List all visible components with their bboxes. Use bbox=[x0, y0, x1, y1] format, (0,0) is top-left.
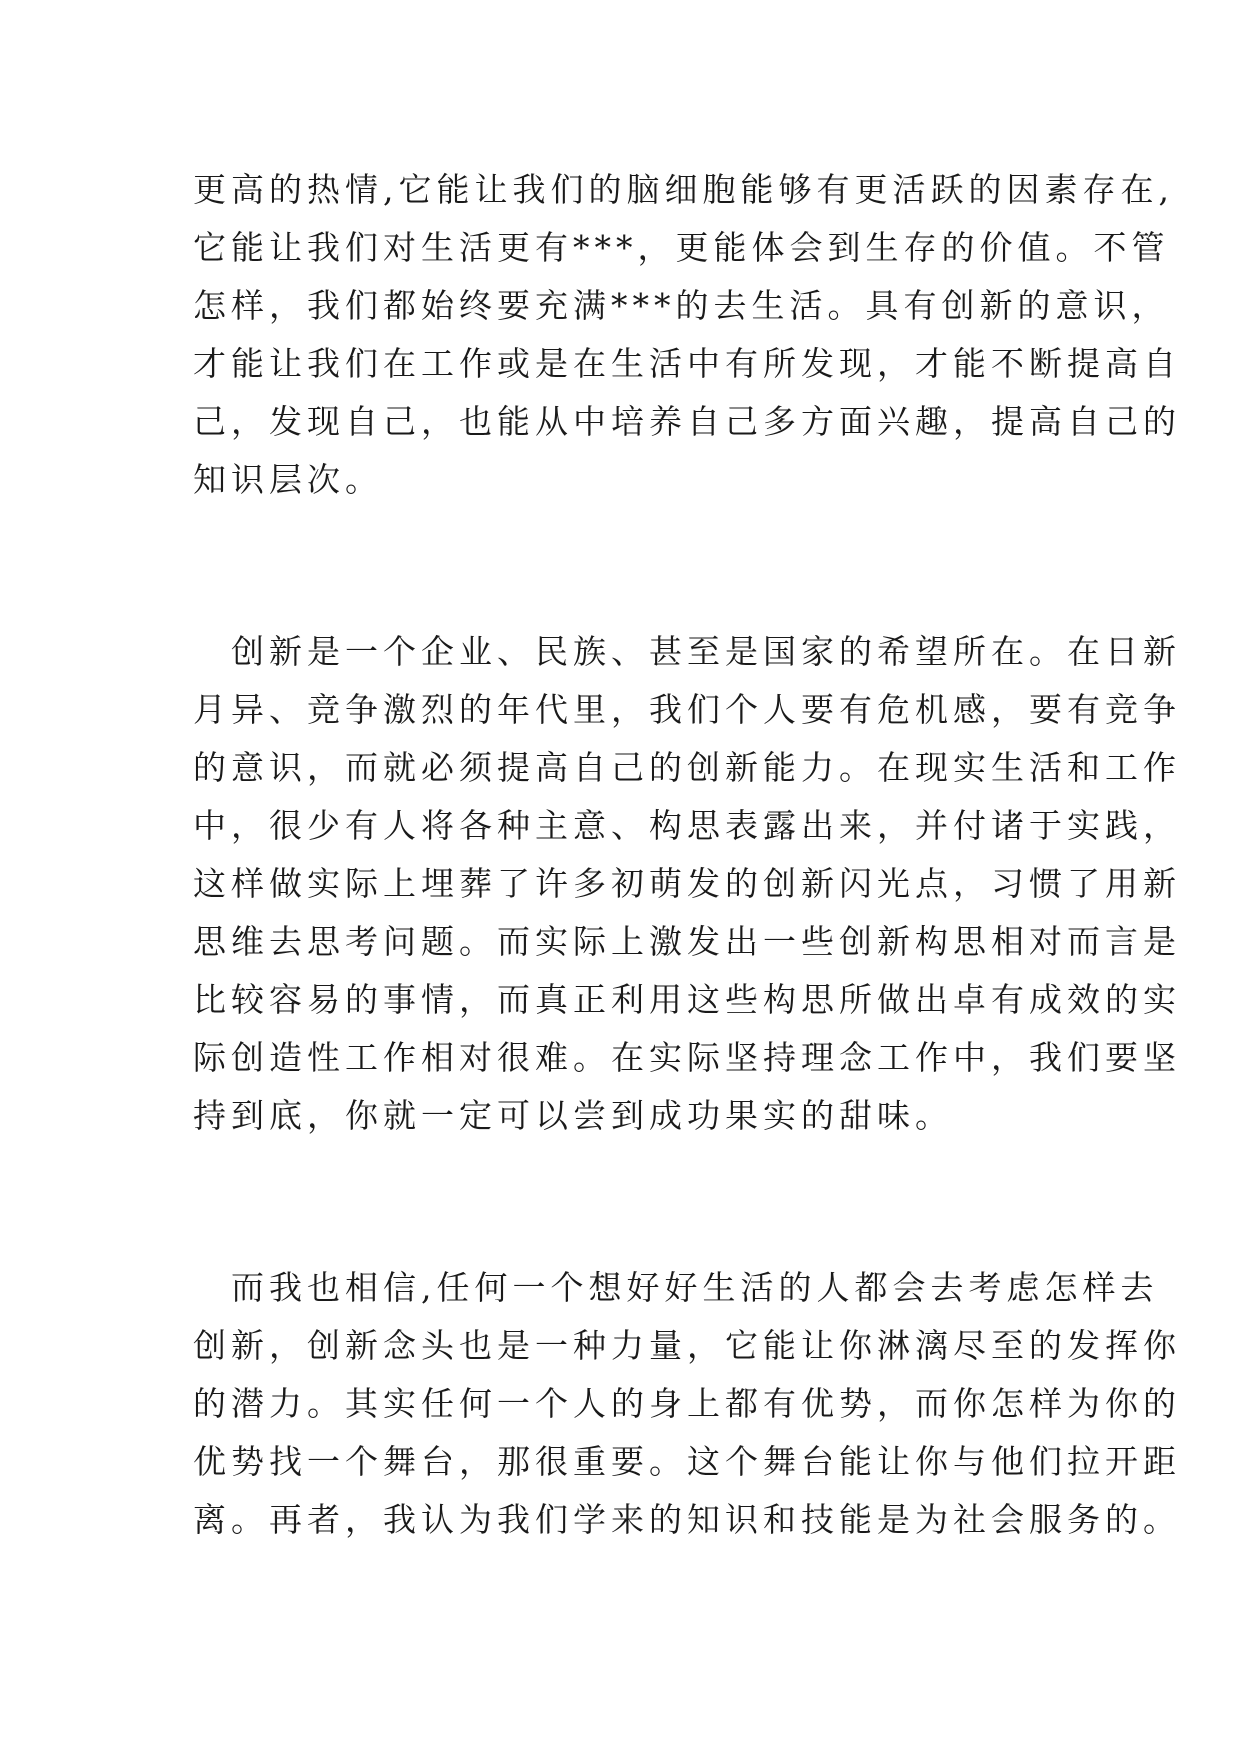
text-line: 更高的热情,它能让我们的脑细胞能够有更活跃的因素存在, bbox=[193, 170, 1174, 209]
text-line: 怎样，我们都始终要充满***的去生活。具有创新的意识， bbox=[193, 286, 1170, 325]
text-line: 知识层次。 bbox=[193, 460, 383, 499]
text-line: 它能让我们对生活更有***，更能体会到生存的价值。不管 bbox=[193, 228, 1170, 267]
text-line: 思维去思考问题。而实际上激发出一些创新构思相对而言是 bbox=[193, 922, 1181, 961]
text-line: 而我也相信,任何一个想好好生活的人都会去考虑怎样去 bbox=[231, 1268, 1159, 1307]
text-line: 月异、竞争激烈的年代里，我们个人要有危机感，要有竞争 bbox=[193, 690, 1181, 729]
text-line: 际创造性工作相对很难。在实际坚持理念工作中，我们要坚 bbox=[193, 1038, 1181, 1077]
text-line: 这样做实际上埋葬了许多初萌发的创新闪光点，习惯了用新 bbox=[193, 864, 1181, 903]
text-line: 己，发现自己，也能从中培养自己多方面兴趣，提高自己的 bbox=[193, 402, 1181, 441]
text-line: 创新是一个企业、民族、甚至是国家的希望所在。在日新 bbox=[231, 632, 1181, 671]
text-line: 比较容易的事情，而真正利用这些构思所做出卓有成效的实 bbox=[193, 980, 1181, 1019]
text-line: 的潜力。其实任何一个人的身上都有优势，而你怎样为你的 bbox=[193, 1384, 1181, 1423]
text-line: 中，很少有人将各种主意、构思表露出来，并付诸于实践， bbox=[193, 806, 1181, 845]
text-line: 离。再者，我认为我们学来的知识和技能是为社会服务的。 bbox=[193, 1500, 1181, 1539]
text-line: 的意识，而就必须提高自己的创新能力。在现实生活和工作 bbox=[193, 748, 1181, 787]
text-line: 持到底，你就一定可以尝到成功果实的甜味。 bbox=[193, 1096, 953, 1135]
text-line: 优势找一个舞台，那很重要。这个舞台能让你与他们拉开距 bbox=[193, 1442, 1181, 1481]
text-line: 创新，创新念头也是一种力量，它能让你淋漓尽至的发挥你 bbox=[193, 1326, 1181, 1365]
text-line: 才能让我们在工作或是在生活中有所发现，才能不断提高自 bbox=[193, 344, 1181, 383]
